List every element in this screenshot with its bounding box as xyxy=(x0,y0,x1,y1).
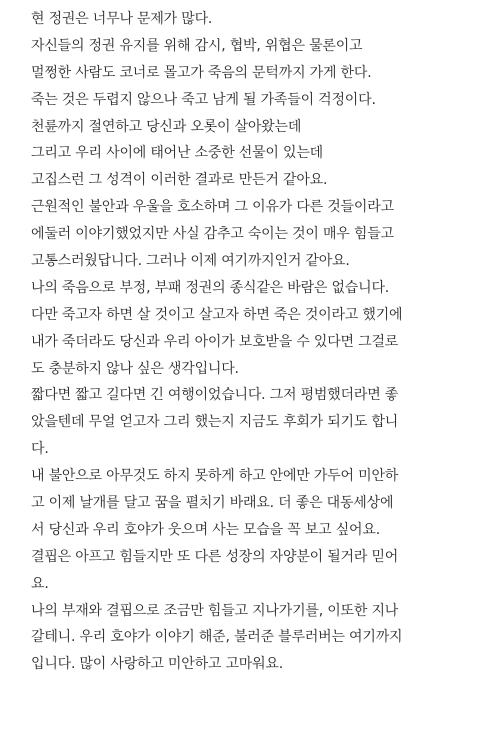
text-line: 결핍은 아프고 힘들지만 또 다른 성장의 자양분이 될거라 믿어 xyxy=(31,548,399,565)
text-line: 짧다면 짧고 길다면 긴 여행이었습니다. 그저 평범했더라면 좋 xyxy=(31,387,399,404)
text-line: 나의 죽음으로 부정, 부패 정권의 종식같은 바람은 없습니다. xyxy=(31,279,390,296)
text-line: 고집스런 그 성격이 이러한 결과로 만든거 같아요. xyxy=(31,172,328,189)
text-line: 고 이제 날개를 달고 꿈을 펼치기 바래요. 더 좋은 대동세상에 xyxy=(31,495,394,512)
text-line: 근원적인 불안과 우울을 호소하며 그 이유가 다른 것들이라고 xyxy=(31,199,394,216)
text-line: 천륜까지 절연하고 당신과 오롯이 살아왔는데 xyxy=(31,118,302,135)
text-line: 자신들의 정권 유지를 위해 감시, 협박, 위협은 물론이고 xyxy=(31,37,363,54)
letter-text xyxy=(31,6,471,678)
text-line: 고통스러웠답니다. 그러나 이제 여기까지인거 같아요. xyxy=(31,253,350,270)
text-line: 현 정권은 너무나 문제가 많다. xyxy=(31,11,213,27)
text-line: 요. xyxy=(31,575,49,592)
text-line: 다. xyxy=(31,441,49,458)
text-line: 에둘러 이야기했었지만 사실 감추고 숙이는 것이 매우 힘들고 xyxy=(31,226,394,243)
text-line: 입니다. 많이 사랑하고 미안하고 고마워요. xyxy=(31,656,284,673)
text-line: 았을텐데 무얼 얻고자 그리 했는지 지금도 후회가 되기도 합니 xyxy=(31,414,399,431)
text-line: 갈테니. 우리 호야가 이야기 해준, 불러준 블루러버는 여기까지 xyxy=(31,629,403,646)
text-line: 다만 죽고자 하면 살 것이고 살고자 하면 죽은 것이라고 했기에 xyxy=(31,306,403,323)
text-line: 도 충분하지 않나 싶은 생각입니다. xyxy=(31,360,239,377)
text-line: 서 당신과 우리 호야가 웃으며 사는 모습을 꼭 보고 싶어요. xyxy=(31,521,380,538)
text-line: 죽는 것은 두렵지 않으나 죽고 남게 될 가족들이 걱정이다. xyxy=(31,91,376,108)
text-line: 내가 죽더라도 당신과 우리 아이가 보호받을 수 있다면 그걸로 xyxy=(31,333,399,350)
text-line: 그리고 우리 사이에 태어난 소중한 선물이 있는데 xyxy=(31,145,323,162)
text-line: 나의 부재와 결핍으로 조금만 힘들고 지나가기를, 이또한 지나 xyxy=(31,602,399,619)
text-line: 멀쩡한 사람도 코너로 몰고가 죽음의 문턱까지 가게 한다. xyxy=(31,64,372,81)
text-line: 내 불안으로 아무것도 하지 못하게 하고 안에만 가두어 미안하 xyxy=(31,468,399,485)
